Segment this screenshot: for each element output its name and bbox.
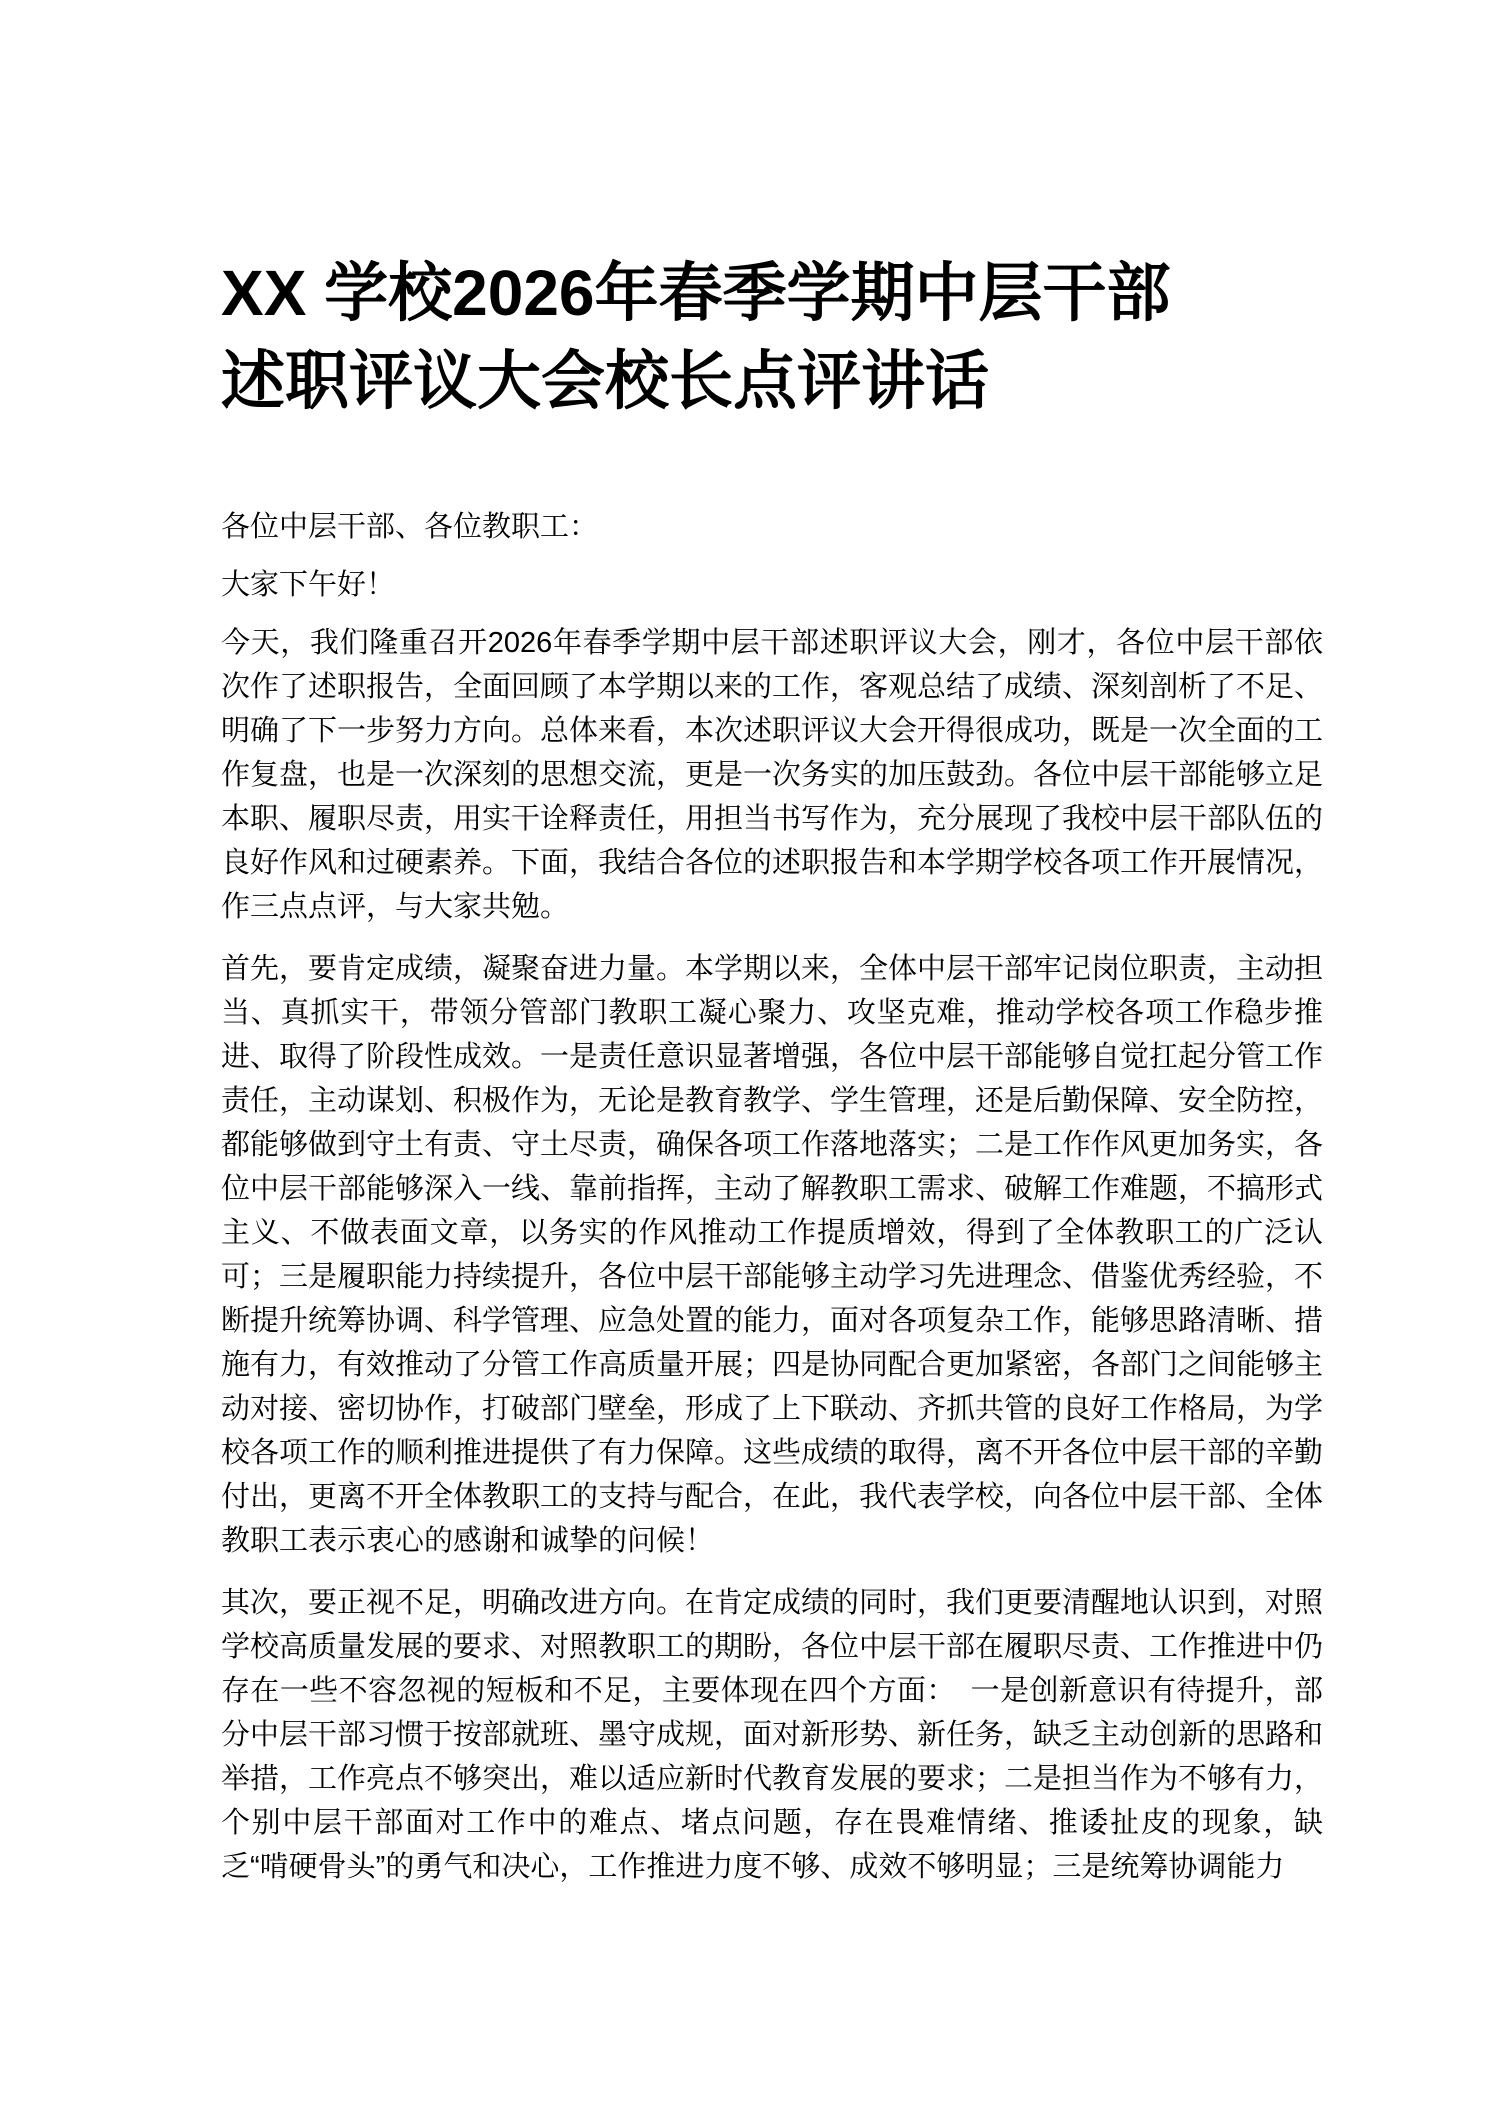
document-title-line-1: XX 学校2026年春季学期中层干部 — [221, 257, 1171, 329]
document-title — [221, 249, 1323, 425]
greeting-line: 大家下午好！ — [221, 569, 396, 601]
paragraph-achievements: 首先，要肯定成绩，凝聚奋进力量。本学期以来，全体中层干部牢记岗位职责，主动担当、真抓实干，带领分管部门教职工凝心聚力、攻坚克难，推动学校各项工作稳步推进、取得了阶段性成效。一是责任意识显著增强，各位中层干部能够自觉扛起分管工作责任，主动谋划、积极作为，无论是教育教学、学生管理，还是后勤保障、安全防控，都能够做到守土有责、守土尽责，确保各项工作落地落实；二是工作作风更加务实，各位中层干部能够深入一线、靠前指挥，主动了解教职工需求、破解工作难题，不搞形式主义、不做表面文章，以务实的作风推动工作提质增效，得到了全体教职工的广泛认可；三是履职能力持续提升，各位中层干部能够主动学习先进理念、借鉴优秀经验，不断提升统筹协调、科学管理、应急处置的能力，面对各项复杂工作，能够思路清晰、措施有力，有效推动了分管工作高质量开展；四是协同配合更加紧密，各部门之间能够主动对接、密切协作，打破部门壁垒，形成了上下联动、齐抓共管的良好工作格局，为学校各项工作的顺利推进提供了有力保障。这些成绩的取得，离不开各位中层干部的辛勤付出，更离不开全体教职工的支持与配合，在此，我代表学校，向各位中层干部、全体教职工表示衷心的感谢和诚挚的问候！ — [221, 953, 1324, 1557]
document-title-line-2: 述职评议大会校长点评讲话 — [221, 345, 989, 417]
paragraph-opening: 今天，我们隆重召开2026年春季学期中层干部述职评议大会，刚才，各位中层干部依次作了述职报告，全面回顾了本学期以来的工作，客观总结了成绩、深刻剖析了不足、明确了下一步努力方向。总体来看，本次述职评议大会开得很成功，既是一次全面的工作复盘，也是一次深刻的思想交流，更是一次务实的加压鼓劲。各位中层干部能够立足本职、履职尽责，用实干诠释责任，用担当书写作为，充分展现了我校中层干部队伍的良好作风和过硬素养。下面，我结合各位的述职报告和本学期学校各项工作开展情况，作三点点评，与大家共勉。 — [221, 627, 1324, 923]
salutation-line: 各位中层干部、各位教职工： — [221, 511, 599, 543]
paragraph-shortcomings: 其次，要正视不足，明确改进方向。在肯定成绩的同时，我们更要清醒地认识到，对照学校高质量发展的要求、对照教职工的期盼，各位中层干部在履职尽责、工作推进中仍存在一些不容忽视的短板和不足，主要体现在四个方面： 一是创新意识有待提升，部分中层干部习惯于按部就班、墨守成规，面对新形势、新任务，缺乏主动创新的思路和举措，工作亮点不够突出，难以适应新时代教育发展的要求；二是担当作为不够有力，个别中层干部面对工作中的难点、堵点问题，存在畏难情绪、推诿扯皮的现象，缺乏“啃硬骨头”的勇气和决心，工作推进力度不够、成效不够明显；三是统筹协调能力 — [221, 1587, 1324, 1883]
